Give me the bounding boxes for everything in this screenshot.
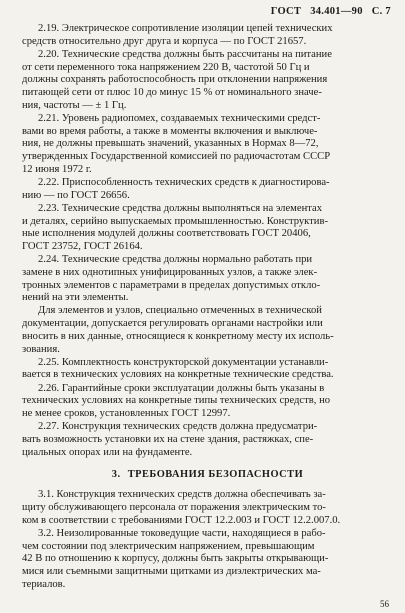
header-page: С. 7 xyxy=(371,6,391,17)
clause-3-2: 3.2. Неизолированные токоведущие части, находящиеся в рабо- чем состоянии под электрическим напряжением, превышающим 42 В по отношению к корпусу, должны быть закрыты открывающи- мися или съемными защитными щитками из диэлектрических ма- териалов. xyxy=(22,528,329,590)
clause-2-24: 2.24. Технические средства должны нормально работать при замене в них однотипных унифицированных узлов, а также элек- тронных элементов с параметрами в пределах допустимых откло- нений на эти элементы. xyxy=(22,254,321,304)
page-mark: 56 xyxy=(380,599,389,609)
section-number: 3. xyxy=(111,469,121,481)
header-standard: ГОСТ xyxy=(270,6,302,17)
clause-2-20: 2.20. Технические средства должны быть рассчитаны на питание от сети переменного тока напряжением 220 В, частотой 50 Гц и должны сохранять работоспособность при отклонении напряжения питающей сети от плюс 10 до минус 15 % от номинального значе- ния, частоты — ± 1 Гц. xyxy=(22,48,332,111)
clause-2-26: 2.26. Гарантийные сроки эксплуатации должны быть указаны в технических условиях на конкретные типы технических средств, но не менее сроков, установленных ГОСТ 12997. xyxy=(22,382,331,420)
clause-2-25: 2.25. Комплектность конструкторской документации устанавли- вается в технических условиях на конкретные технические средства. xyxy=(22,356,334,381)
clause-2-23: 2.23. Технические средства должны выполняться на элементах и деталях, серийно выпускаемых промышленностью. Конструктив- ные исполнения модулей должны соответствовать ГОСТ 20406, ГОСТ 23752, ГОСТ 26164. xyxy=(22,202,329,252)
document-body xyxy=(22,23,389,592)
clause-2-27: 2.27. Конструкция технических средств должна предусматри- вать возможность установки их на стене здания, растяжках, спе- циальных опорах или на фундаменте. xyxy=(22,421,318,458)
clause-2-19: 2.19. Электрическое сопротивление изоляции цепей технических средств относительно друг друга и корпуса — по ГОСТ 21657. xyxy=(22,23,333,47)
section-title: ТРЕБОВАНИЯ БЕЗОПАСНОСТИ xyxy=(127,469,304,481)
clause-3-1: 3.1. Конструкция технических средств должна обеспечивать за- щиту обслуживающего персонала от поражения электрическим то- ком в соответствии с требованиями ГОСТ 12.2.003 и ГОСТ 12.2.007.0. xyxy=(22,489,341,526)
clause-2-24-note: Для элементов и узлов, специально отмеченных в технической документации, допускается регулировать органами настройки или вносить в них данные, относящиеся к конкретному месту их исполь- зования. xyxy=(22,305,334,355)
clause-2-22: 2.22. Приспособленность технических средств к диагностирова- нию — по ГОСТ 26656. xyxy=(22,176,330,201)
section-heading xyxy=(22,469,389,480)
running-header xyxy=(265,6,391,17)
clause-2-21: 2.21. Уровень радиопомех, создаваемых техническими средст- вами во время работы, а также в моменты включения и выключе- ния, не должны превышать значений, указанных в Нормах 8—72, утвержденных Государственной комиссией по радиочастотам СССР 12 июня 1972 г. xyxy=(22,112,331,175)
header-number: 34.401—90 xyxy=(310,6,363,17)
